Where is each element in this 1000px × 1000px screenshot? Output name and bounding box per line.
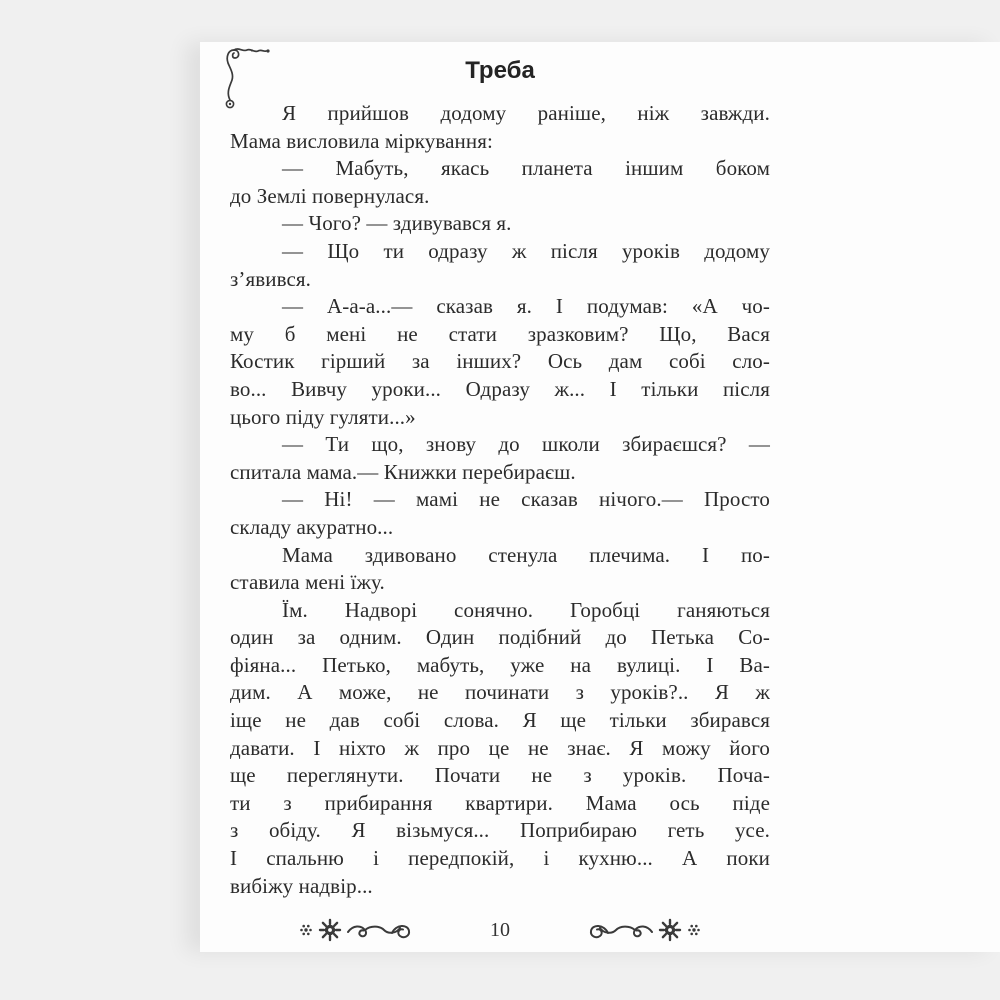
text-line: ти з прибирання квартири. Мама ось піде <box>230 790 770 815</box>
text-line: один за одним. Один подібний до Петька Со- <box>230 625 770 650</box>
text-line: — Ні! — мамі не сказав нічого.— Просто <box>282 487 770 512</box>
footer-ornament-left-icon <box>296 916 414 944</box>
text-line: — А-а-а...— сказав я. І подумав: «А чо- <box>282 294 770 319</box>
text-line: Мама висловила міркування: <box>230 128 493 153</box>
text-line: дим. А може, не починати з уроків?.. Я ж <box>230 680 770 705</box>
chapter-title: Треба <box>465 57 535 84</box>
text-line: цього піду гуляти...» <box>230 404 416 429</box>
book-page <box>200 42 1000 952</box>
text-line: І спальню і передпокій, і кухню... А поки <box>230 846 770 871</box>
text-line: — Ти що, знову до школи збираєшся? — <box>282 432 770 457</box>
text-line: — Чого? — здивувався я. <box>282 211 512 236</box>
text-line: з’явився. <box>230 266 312 291</box>
text-line: з обіду. Я візьмуся... Поприбираю геть усе. <box>230 818 770 843</box>
text-line: Мама здивовано стенула плечима. І по- <box>282 542 770 567</box>
text-line: Костик гірший за інших? Ось дам собі сло- <box>230 349 770 374</box>
text-line: ще переглянути. Почати не з уроків. Поча- <box>230 763 770 788</box>
page-text <box>230 100 770 900</box>
text-line: Я прийшов додому раніше, ніж завжди. <box>282 101 770 125</box>
text-line: складу акуратно... <box>230 514 394 539</box>
text-line: ставила мені їжу. <box>230 570 385 595</box>
text-line: до Землі повернулася. <box>230 183 430 208</box>
text-line: вибіжу надвір... <box>230 873 373 898</box>
footer-ornament-right-icon <box>586 916 704 944</box>
text-line: — Мабуть, якась планета іншим боком <box>282 156 770 181</box>
text-line: — Що ти одразу ж після уроків додому <box>282 238 770 263</box>
text-line: давати. І ніхто ж про це не знає. Я можу його <box>230 735 770 760</box>
text-line: во... Вивчу уроки... Одразу ж... І тільки після <box>230 376 770 401</box>
text-line: Їм. Надворі сонячно. Горобці ганяються <box>282 597 770 622</box>
page-number: 10 <box>490 918 510 941</box>
text-line: фіяна... Петько, мабуть, уже на вулиці. І Ва- <box>230 652 770 677</box>
text-line: му б мені не стати зразковим? Що, Вася <box>230 321 770 346</box>
text-line: іще не дав собі слова. Я ще тільки збирався <box>230 708 770 733</box>
text-line: спитала мама.— Книжки перебираєш. <box>230 459 576 484</box>
page-footer <box>230 916 770 944</box>
text-column <box>230 56 770 944</box>
